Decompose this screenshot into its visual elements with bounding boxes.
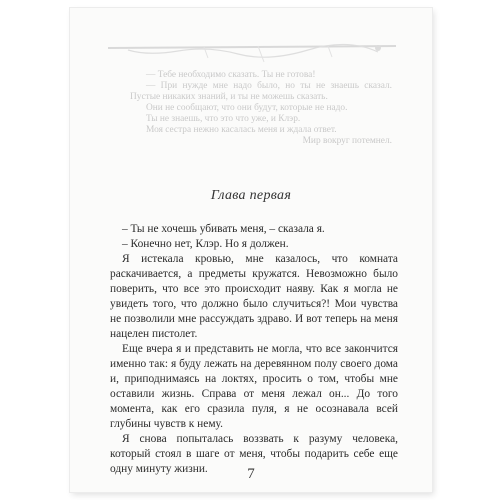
ghost-line: — Тебе необходимо сказать. Ты не готова! <box>146 70 316 80</box>
paragraph: Я снова попыталась воззвать к разуму человека, который стоял в шаге от меня, чтобы подарить себе еще одну минуту жизни. <box>110 433 398 475</box>
ghost-line: Они не сообщают, что они будут, которые не надо. <box>146 103 348 113</box>
chapter-title: Глава первая <box>210 188 292 203</box>
ghost-line: Мир вокруг потемнел. <box>302 136 392 146</box>
ghost-line: — При нужде мне надо было, но ты не знаешь сказал. Пустые никаких знаний, и ты не можешь сказать. <box>130 81 392 102</box>
paragraph: Еще вчера я и представить не могла, что все закончится именно так: я буду лежать на деревянном полу своего дома и, приподнимаясь на локтях, просить о том, чтобы мне оставили жизнь. Справа от меня лежал он... До того момента, как его сразила пуля, я не осознавала всей глубины чувств к нему. <box>110 343 398 430</box>
ghost-line: Ты не знаешь, что это что уже, и Клэр. <box>146 114 301 124</box>
bleed-through-text <box>130 70 392 147</box>
paragraph: Я истекала кровью, мне казалось, что комната раскачивается, а предметы кружатся. Невозможно было поверить, что все это происходит наяву. Как я могла не увидеть того, что должно было случиться?! Мои чувства не позволили мне рассуждать здраво. И вот теперь на меня нацелен пистолет. <box>110 253 398 340</box>
book-page <box>70 8 432 492</box>
ghost-line: Моя сестра нежно касалась меня и ждала ответ. <box>146 125 337 135</box>
page-number: 7 <box>247 466 255 482</box>
paragraph: – Ты не хочешь убивать меня, – сказала я. <box>122 223 325 235</box>
paragraph: – Конечно нет, Клэр. Но я должен. <box>122 238 289 250</box>
body-text <box>110 222 398 477</box>
header-ornament-icon <box>108 42 396 64</box>
